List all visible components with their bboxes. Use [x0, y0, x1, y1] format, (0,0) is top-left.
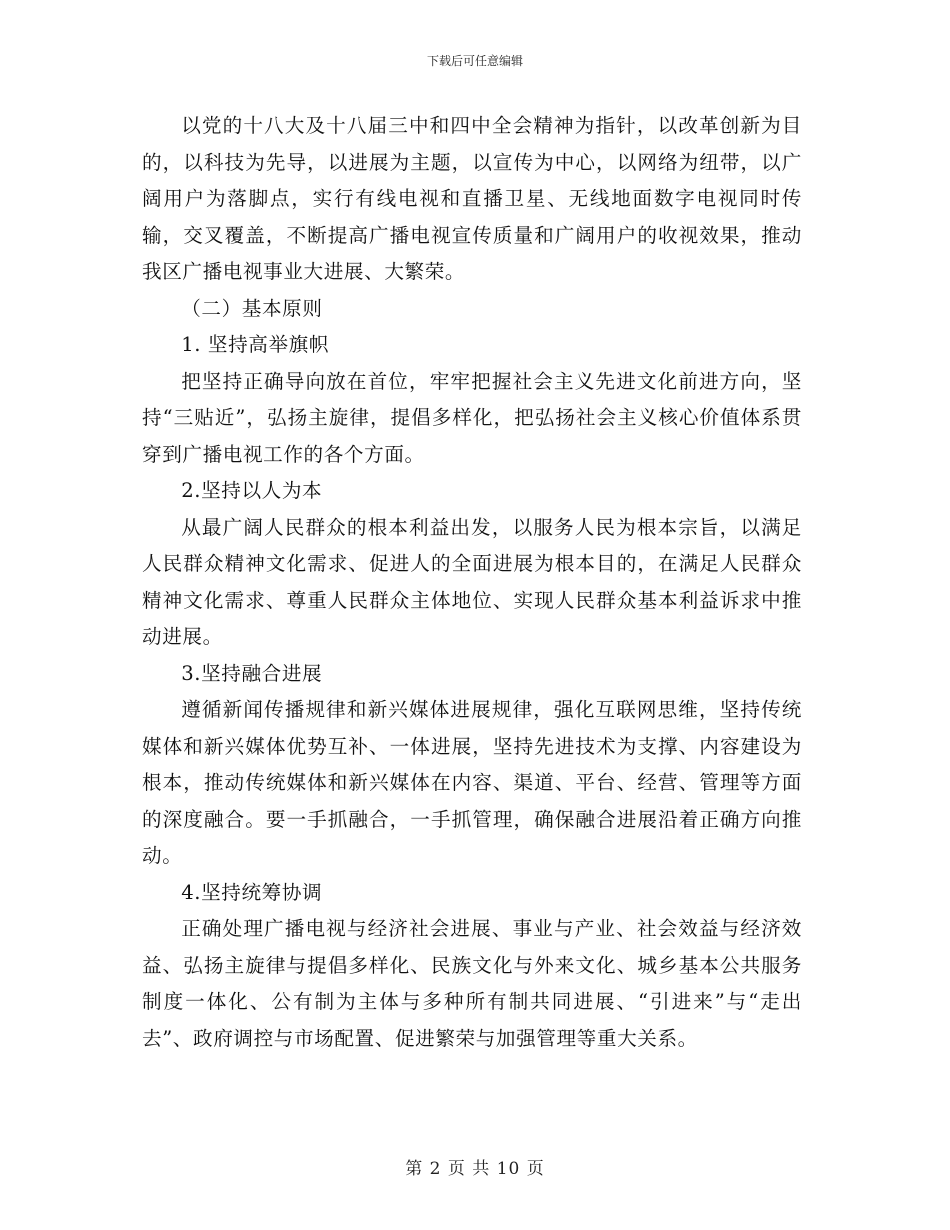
paragraph-principle-1: 把坚持正确导向放在首位，牢牢把握社会主义先进文化前进方向，坚持“三贴近”，弘扬主旋律，提倡多样化，把弘扬社会主义核心价值体系贯穿到广播电视工作的各个方面。 [142, 369, 802, 466]
subheading-principle-1: 1. 坚持高举旗帜 [181, 333, 330, 356]
document-body [142, 108, 802, 1057]
subheading-principle-3: 3.坚持融合进展 [181, 661, 323, 685]
paragraph-principle-4: 正确处理广播电视与经济社会进展、事业与产业、社会效益与经济效益、弘扬主旋律与提倡多样化、民族文化与外来文化、城乡基本公共服务制度一体化、公有制为主体与多种所有制共同进展、“引进来”与“走出去”、政府调控与市场配置、促进繁荣与加强管理等重大关系。 [142, 917, 802, 1050]
paragraph-guiding-ideology: 以党的十八大及十八届三中和四中全会精神为指针，以改革创新为目的，以科技为先导，以进展为主题，以宣传为中心，以网络为纽带，以广阔用户为落脚点，实行有线电视和直播卫星、无线地面数字电视同时传输，交叉覆盖，不断提高广播电视宣传质量和广阔用户的收视效果，推动我区广播电视事业大进展、大繁荣。 [142, 114, 802, 283]
section-heading-basic-principles: （二）基本原则 [181, 296, 323, 320]
page-header: 下载后可任意编辑 [426, 54, 523, 68]
paragraph-principle-3: 遵循新闻传播规律和新兴媒体进展规律，强化互联网思维，坚持传统媒体和新兴媒体优势互补、一体进展，坚持先进技术为支撑、内容建设为根本，推动传统媒体和新兴媒体在内容、渠道、平台、经营、管理等方面的深度融合。要一手抓融合，一手抓管理，确保融合进展沿着正确方向推动。 [142, 698, 802, 867]
paragraph-principle-2: 从最广阔人民群众的根本利益出发，以服务人民为根本宗旨，以满足人民群众精神文化需求、促进人的全面进展为根本目的，在满足人民群众精神文化需求、尊重人民群众主体地位、实现人民群众基本利益诉求中推动进展。 [142, 515, 802, 648]
subheading-principle-2: 2.坚持以人为本 [181, 479, 323, 502]
subheading-principle-4: 4.坚持统筹协调 [181, 880, 323, 904]
page-footer: 第 2 页 共 10 页 [405, 1159, 545, 1179]
